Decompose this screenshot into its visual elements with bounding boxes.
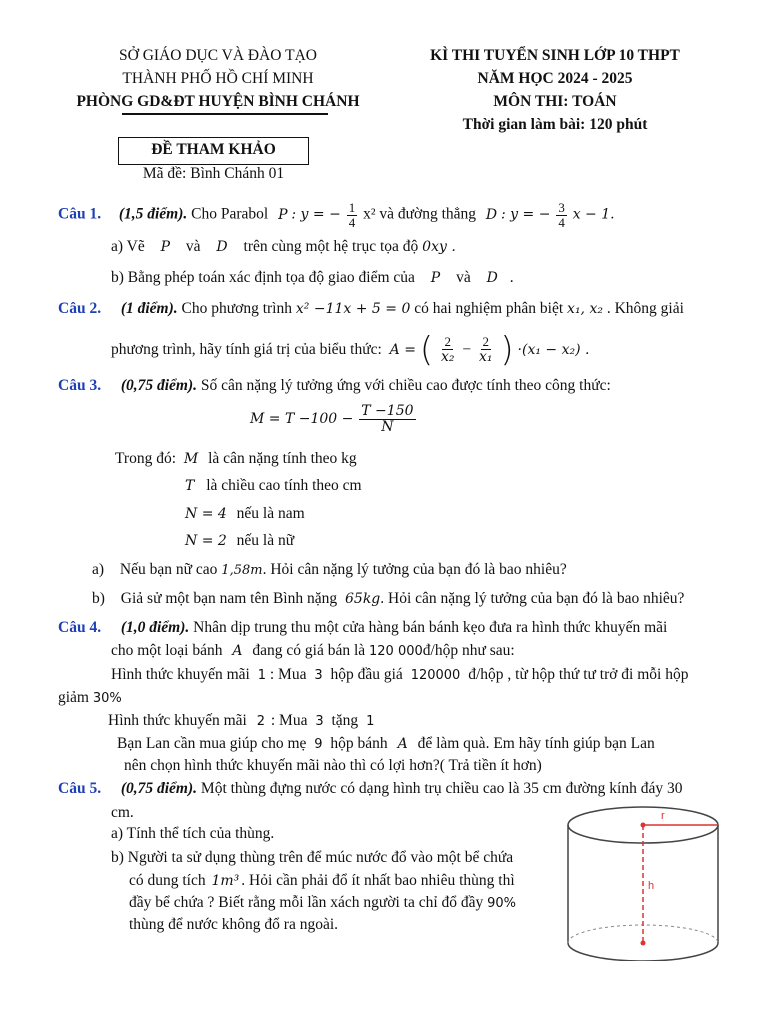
cylinder-radius-label: r — [661, 810, 665, 822]
reference-label: ĐỀ THAM KHẢO — [151, 141, 276, 158]
q3-where1-sym: M — [183, 451, 199, 467]
q2-roots: x₁, x₂ — [567, 301, 603, 317]
q3-part-a — [92, 561, 567, 579]
exam-title: KÌ THI TUYỂN SINH LỚP 10 THPT — [430, 47, 680, 64]
q1b-d: D — [486, 270, 498, 286]
q1-parabol-name: P — [278, 206, 288, 223]
q3-label: Câu 3. — [58, 377, 102, 394]
q3-where4-text: nếu là nữ — [236, 532, 295, 549]
q5-text1: Một thùng đựng nước có dạng hình trụ chiều cao là 35 cm đường kính đáy 30 — [200, 780, 683, 797]
q3a-text1: Nếu bạn nữ cao — [119, 561, 218, 578]
q5-label: Câu 5. — [58, 780, 102, 797]
q3-where-4 — [185, 532, 294, 550]
q5b-text3a: đầy bể chứa ? Biết rằng mỗi lần xách người ta chỉ đổ đầy — [129, 894, 484, 911]
q4-text2: cho một loại bánh — [111, 642, 223, 659]
q4-promo1-d: đ/hộp , từ hộp thứ tư trở đi mỗi hộp — [468, 666, 689, 683]
q3-where3-sym: N = 4 — [185, 506, 227, 522]
cylinder-bottom-center — [641, 941, 646, 946]
question-4 — [58, 619, 667, 637]
q2-f2-den: x₁ — [479, 348, 493, 365]
q3a-label: a) — [92, 561, 105, 578]
q4-promo-1-cont — [58, 689, 122, 707]
subject: MÔN THI: TOÁN — [493, 93, 617, 110]
q3-where-3 — [185, 505, 305, 523]
q4-promo-2 — [108, 712, 374, 730]
q3b-text1: Giả sử một bạn nam tên Bình nặng — [120, 590, 338, 607]
q1-points: (1,5 điểm). — [118, 205, 188, 223]
q5-points: (0,75 điểm). — [120, 780, 198, 797]
q3-formula — [250, 404, 418, 434]
q1a-oxy: 0xy . — [422, 239, 456, 255]
q4-promo2-c: tặng — [331, 712, 359, 729]
q1a-text1: a) Vẽ — [111, 238, 145, 255]
q5-part-b-1: b) Người ta sử dụng thùng trên để múc nước đổ vào một bể chứa — [111, 849, 514, 866]
q4-promo1-a: Hình thức khuyến mãi — [111, 666, 250, 683]
q2-text3: . Không giải — [606, 300, 684, 317]
question-5 — [58, 780, 682, 798]
q3-formula-den: N — [381, 418, 394, 435]
q3b-value: 65kg — [345, 591, 381, 607]
q1b-text3: . — [509, 269, 514, 286]
q4-promo-1 — [111, 666, 688, 684]
q4-promo2-a: Hình thức khuyến mãi — [108, 712, 247, 729]
q4-label: Câu 4. — [58, 619, 102, 636]
q5-part-b-3 — [129, 894, 516, 912]
city-name: THÀNH PHỐ HỒ CHÍ MINH — [122, 70, 314, 87]
q4-promo2-n: 2 — [256, 714, 265, 729]
q2-f2-num: 2 — [482, 334, 489, 350]
q1-parabol-pre: : y = − — [291, 206, 341, 223]
q3-formula-left: M = T −100 − — [250, 411, 354, 428]
header-underline — [122, 113, 328, 115]
q4-promo1-b: : Mua — [269, 666, 307, 683]
q1a-p: P — [160, 239, 171, 255]
q2-frac-1 — [439, 335, 457, 364]
q5-text1-cont: cm. — [111, 804, 134, 821]
q4-promo1-price: 120000 — [410, 668, 461, 683]
q2-label: Câu 2. — [58, 300, 102, 317]
q1-line-post: x − 1. — [572, 206, 615, 223]
q4-text2c: đ/hộp như sau: — [422, 642, 515, 659]
q4-sym-a: A — [232, 643, 243, 659]
q4-promo2-b: : Mua — [270, 712, 308, 729]
cylinder-top-center — [641, 823, 646, 828]
q2-paren-left: ( — [419, 330, 434, 370]
q1-line-frac — [556, 201, 567, 229]
district-office: PHÒNG GD&ĐT HUYỆN BÌNH CHÁNH — [76, 93, 360, 110]
q2-expr-a: A = — [389, 342, 416, 358]
cylinder-bottom-arc — [568, 943, 718, 961]
q1-parabol-den: 4 — [348, 214, 356, 230]
q2-frac-2 — [477, 335, 495, 364]
q3-where2-sym: T — [185, 478, 195, 494]
question-1 — [58, 201, 615, 229]
q1-line-name: D — [485, 206, 498, 223]
q3b-text2: . Hỏi cân nặng lý tưởng của bạn đó là bao nhiêu? — [380, 590, 685, 607]
q1a-text2: và — [185, 238, 201, 255]
q4-promo1-c: hộp đầu giá — [330, 666, 403, 683]
q4-promo2-1: 1 — [366, 714, 375, 729]
q3-where-1 — [115, 450, 357, 468]
q1b-text1: b) Bằng phép toán xác định tọa độ giao điểm của — [111, 269, 415, 286]
q1-part-b — [111, 269, 514, 287]
q5-part-b-4: thùng để nước không đổ ra ngoài. — [129, 916, 339, 933]
cylinder-figure — [560, 803, 726, 961]
q3-formula-frac — [359, 404, 415, 434]
q1a-d: D — [216, 239, 228, 255]
q3-where2-text: là chiều cao tính theo cm — [206, 477, 362, 494]
q4-q-b: hộp bánh — [330, 735, 388, 752]
q1-parabol-frac — [347, 201, 358, 229]
q1-label: Câu 1. — [58, 205, 102, 223]
q1-line-num: 3 — [558, 200, 565, 215]
q2-text2: có hai nghiệm phân biệt — [414, 300, 564, 317]
q2-text1: Cho phương trình — [181, 300, 292, 317]
q4-promo1-pct: 30% — [92, 691, 122, 706]
q5-part-b-2 — [129, 872, 515, 890]
q4-price: 120 000 — [369, 644, 423, 659]
school-year: NĂM HỌC 2024 - 2025 — [477, 70, 633, 87]
q4-q-a: Bạn Lan cần mua giúp cho mẹ — [117, 735, 307, 752]
q4-q-c: để làm quà. Em hãy tính giúp bạn Lan — [417, 735, 655, 752]
q5b-text2b: . Hỏi cần phải đổ ít nhất bao nhiêu thùng thì — [241, 872, 515, 889]
q2-f1-num: 2 — [444, 334, 451, 350]
q3-where4-sym: N = 2 — [185, 533, 227, 549]
q4-promo1-n: 1 — [257, 668, 266, 683]
q1-line-pre: : y = − — [501, 206, 551, 223]
q3a-value: 1,58m — [221, 563, 263, 578]
dept-name: SỞ GIÁO DỤC VÀ ĐÀO TẠO — [119, 47, 317, 64]
q1-part-a — [111, 238, 456, 256]
q4-question — [117, 735, 655, 753]
q3-formula-num: T −150 — [361, 403, 414, 419]
q4-line-2 — [111, 642, 515, 660]
q4-question-cont: nên chọn hình thức khuyến mãi nào thì có lợi hơn?( Trả tiền ít hơn) — [124, 757, 542, 774]
duration: Thời gian làm bài: 120 phút — [462, 116, 648, 133]
q2-equation: x² −11x + 5 = 0 — [295, 301, 411, 317]
q4-q-9: 9 — [314, 737, 323, 752]
q1-parabol-post: x² và đường thẳng — [363, 205, 477, 223]
q4-q-sym: A — [397, 736, 408, 752]
q1-parabol-num: 1 — [348, 200, 356, 215]
q1b-p: P — [430, 270, 441, 286]
q5b-volume: 1m³ — [211, 873, 240, 889]
q3b-label: b) — [92, 590, 105, 607]
q3a-text2: . Hỏi cân nặng lý tưởng của bạn đó là bao nhiêu? — [262, 561, 567, 578]
q4-promo1-e: giảm — [58, 689, 89, 706]
q3-where3-text: nếu là nam — [236, 505, 305, 522]
cylinder-height-label: h — [648, 880, 655, 892]
q1-line-den: 4 — [558, 214, 565, 230]
q2-line-2: phương trình, hãy tính giá trị của biểu thức: A = ( $\frac{2}{\text{x₂}}$ − $\frac{2}{\text{x₁}}$ ) ·(x₁ − x₂) . — [111, 330, 590, 370]
q3-part-b — [92, 590, 684, 608]
q5b-text2a: có dung tích — [129, 872, 206, 889]
q3-where-label: Trong đó: — [115, 450, 177, 467]
q3-where1-text: là cân nặng tính theo kg — [208, 450, 357, 467]
q4-promo1-3: 3 — [314, 668, 323, 683]
q5b-pct: 90% — [487, 896, 517, 911]
q3-where-2 — [185, 477, 362, 495]
q3-text1: Số cân nặng lý tưởng ứng với chiều cao được tính theo công thức: — [200, 377, 611, 394]
q4-promo2-3: 3 — [315, 714, 324, 729]
q2-paren-right: ) — [500, 330, 514, 370]
question-2 — [58, 300, 684, 318]
q4-text2b: đang có giá bán là — [252, 642, 366, 659]
q4-text1: Nhân dịp trung thu một cửa hàng bán bánh kẹo đưa ra hình thức khuyến mãi — [193, 619, 668, 636]
q2-f1-den: x₂ — [440, 348, 455, 365]
q1a-text3: trên cùng một hệ trục tọa độ — [243, 238, 419, 255]
q2-points: (1 điểm). — [120, 300, 178, 317]
question-3 — [58, 377, 611, 395]
q5-part-a: a) Tính thể tích của thùng. — [111, 825, 275, 842]
q1b-text2: và — [456, 269, 471, 286]
q2-expr-tail: ·(x₁ − x₂) . — [517, 342, 590, 358]
q3-points: (0,75 điểm). — [120, 377, 198, 394]
q2-line2-text: phương trình, hãy tính giá trị của biểu thức: — [111, 341, 382, 358]
q1-text: Cho Parabol — [191, 205, 269, 223]
q4-points: (1,0 điểm). — [120, 619, 190, 636]
exam-code: Mã đề: Bình Chánh 01 — [142, 165, 285, 182]
